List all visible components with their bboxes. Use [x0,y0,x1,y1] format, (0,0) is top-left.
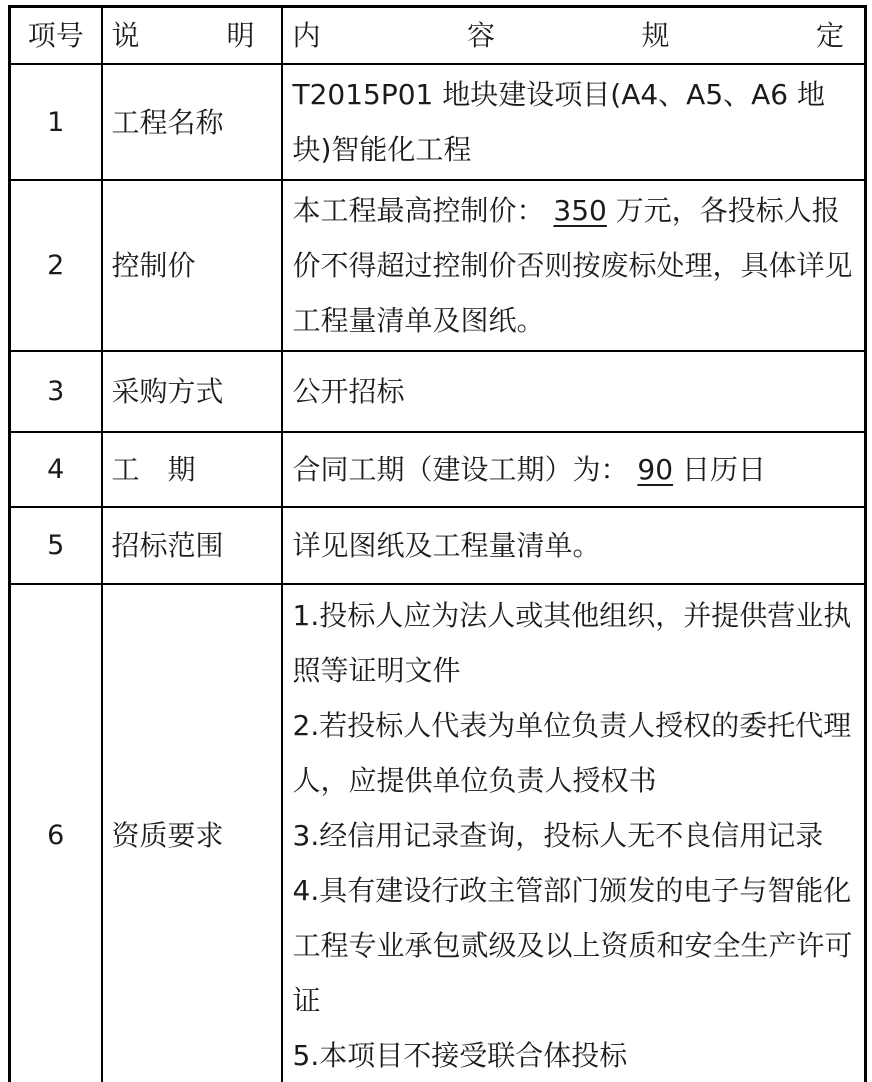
tender-info-table [8,5,867,1082]
content-text: T2015P01 地块建设项目(A4、A5、A6 地块)智能化工程 [292,78,826,166]
item-no-cell: 1 [10,64,102,180]
item-no-cell: 4 [10,432,102,507]
header-cell-description: 说明 [102,7,282,65]
content-cell [282,507,866,584]
content-text: 2.若投标人代表为单位负责人授权的委托代理人，应提供单位负责人授权书 [292,708,852,797]
content-paragraph [293,442,857,497]
description-cell: 工程名称 [102,64,282,180]
content-paragraph [293,808,857,863]
content-cell [282,432,866,507]
table-row [10,64,866,180]
underlined-value: 90 [637,453,674,486]
content-text: 日历日 [673,453,766,486]
content-paragraph [293,67,857,177]
content-text: 3.经信用记录查询，投标人无不良信用记录 [292,818,824,852]
content-text: 5.本项目不接受联合体投标 [292,1038,628,1072]
content-text: 合同工期（建设工期）为： [292,453,638,486]
content-text: 详见图纸及工程量清单。 [292,529,601,562]
item-no-cell: 2 [10,180,102,351]
content-paragraph [293,863,857,1028]
header-cell-item-no: 项号 [10,7,102,65]
content-paragraph [293,698,857,808]
content-cell [282,584,866,1082]
content-text: 1.投标人应为法人或其他组织，并提供营业执照等证明文件 [292,598,852,687]
content-paragraph [293,364,857,419]
content-text: 公开招标 [292,375,405,408]
table-body [10,64,866,1082]
content-cell [282,64,866,180]
table-row [10,584,866,1082]
content-paragraph [293,183,857,348]
table-row [10,351,866,432]
table-row [10,507,866,584]
description-cell: 采购方式 [102,351,282,432]
underlined-value: 350 [553,194,607,227]
content-cell [282,351,866,432]
description-cell: 工 期 [102,432,282,507]
description-cell: 招标范围 [102,507,282,584]
table-row [10,180,866,351]
content-paragraph [293,1028,857,1082]
table-row [10,432,866,507]
content-paragraph [293,588,857,698]
item-no-cell: 5 [10,507,102,584]
content-paragraph [293,518,857,573]
item-no-cell: 6 [10,584,102,1082]
description-cell: 控制价 [102,180,282,351]
content-text: 本工程最高控制价： [292,194,554,227]
header-cell-content-rules: 内容规定 [282,7,866,65]
item-no-cell: 3 [10,351,102,432]
header-row [10,7,866,65]
description-cell: 资质要求 [102,584,282,1082]
table-header [10,7,866,65]
content-cell [282,180,866,351]
content-text: 万元，各投标人报价不得超过控制价否则按废标处理，具体详见工程量清单及图纸。 [292,194,853,337]
content-text: 4.具有建设行政主管部门颁发的电子与智能化工程专业承包贰级及以上资质和安全生产许可证 [292,873,853,1017]
